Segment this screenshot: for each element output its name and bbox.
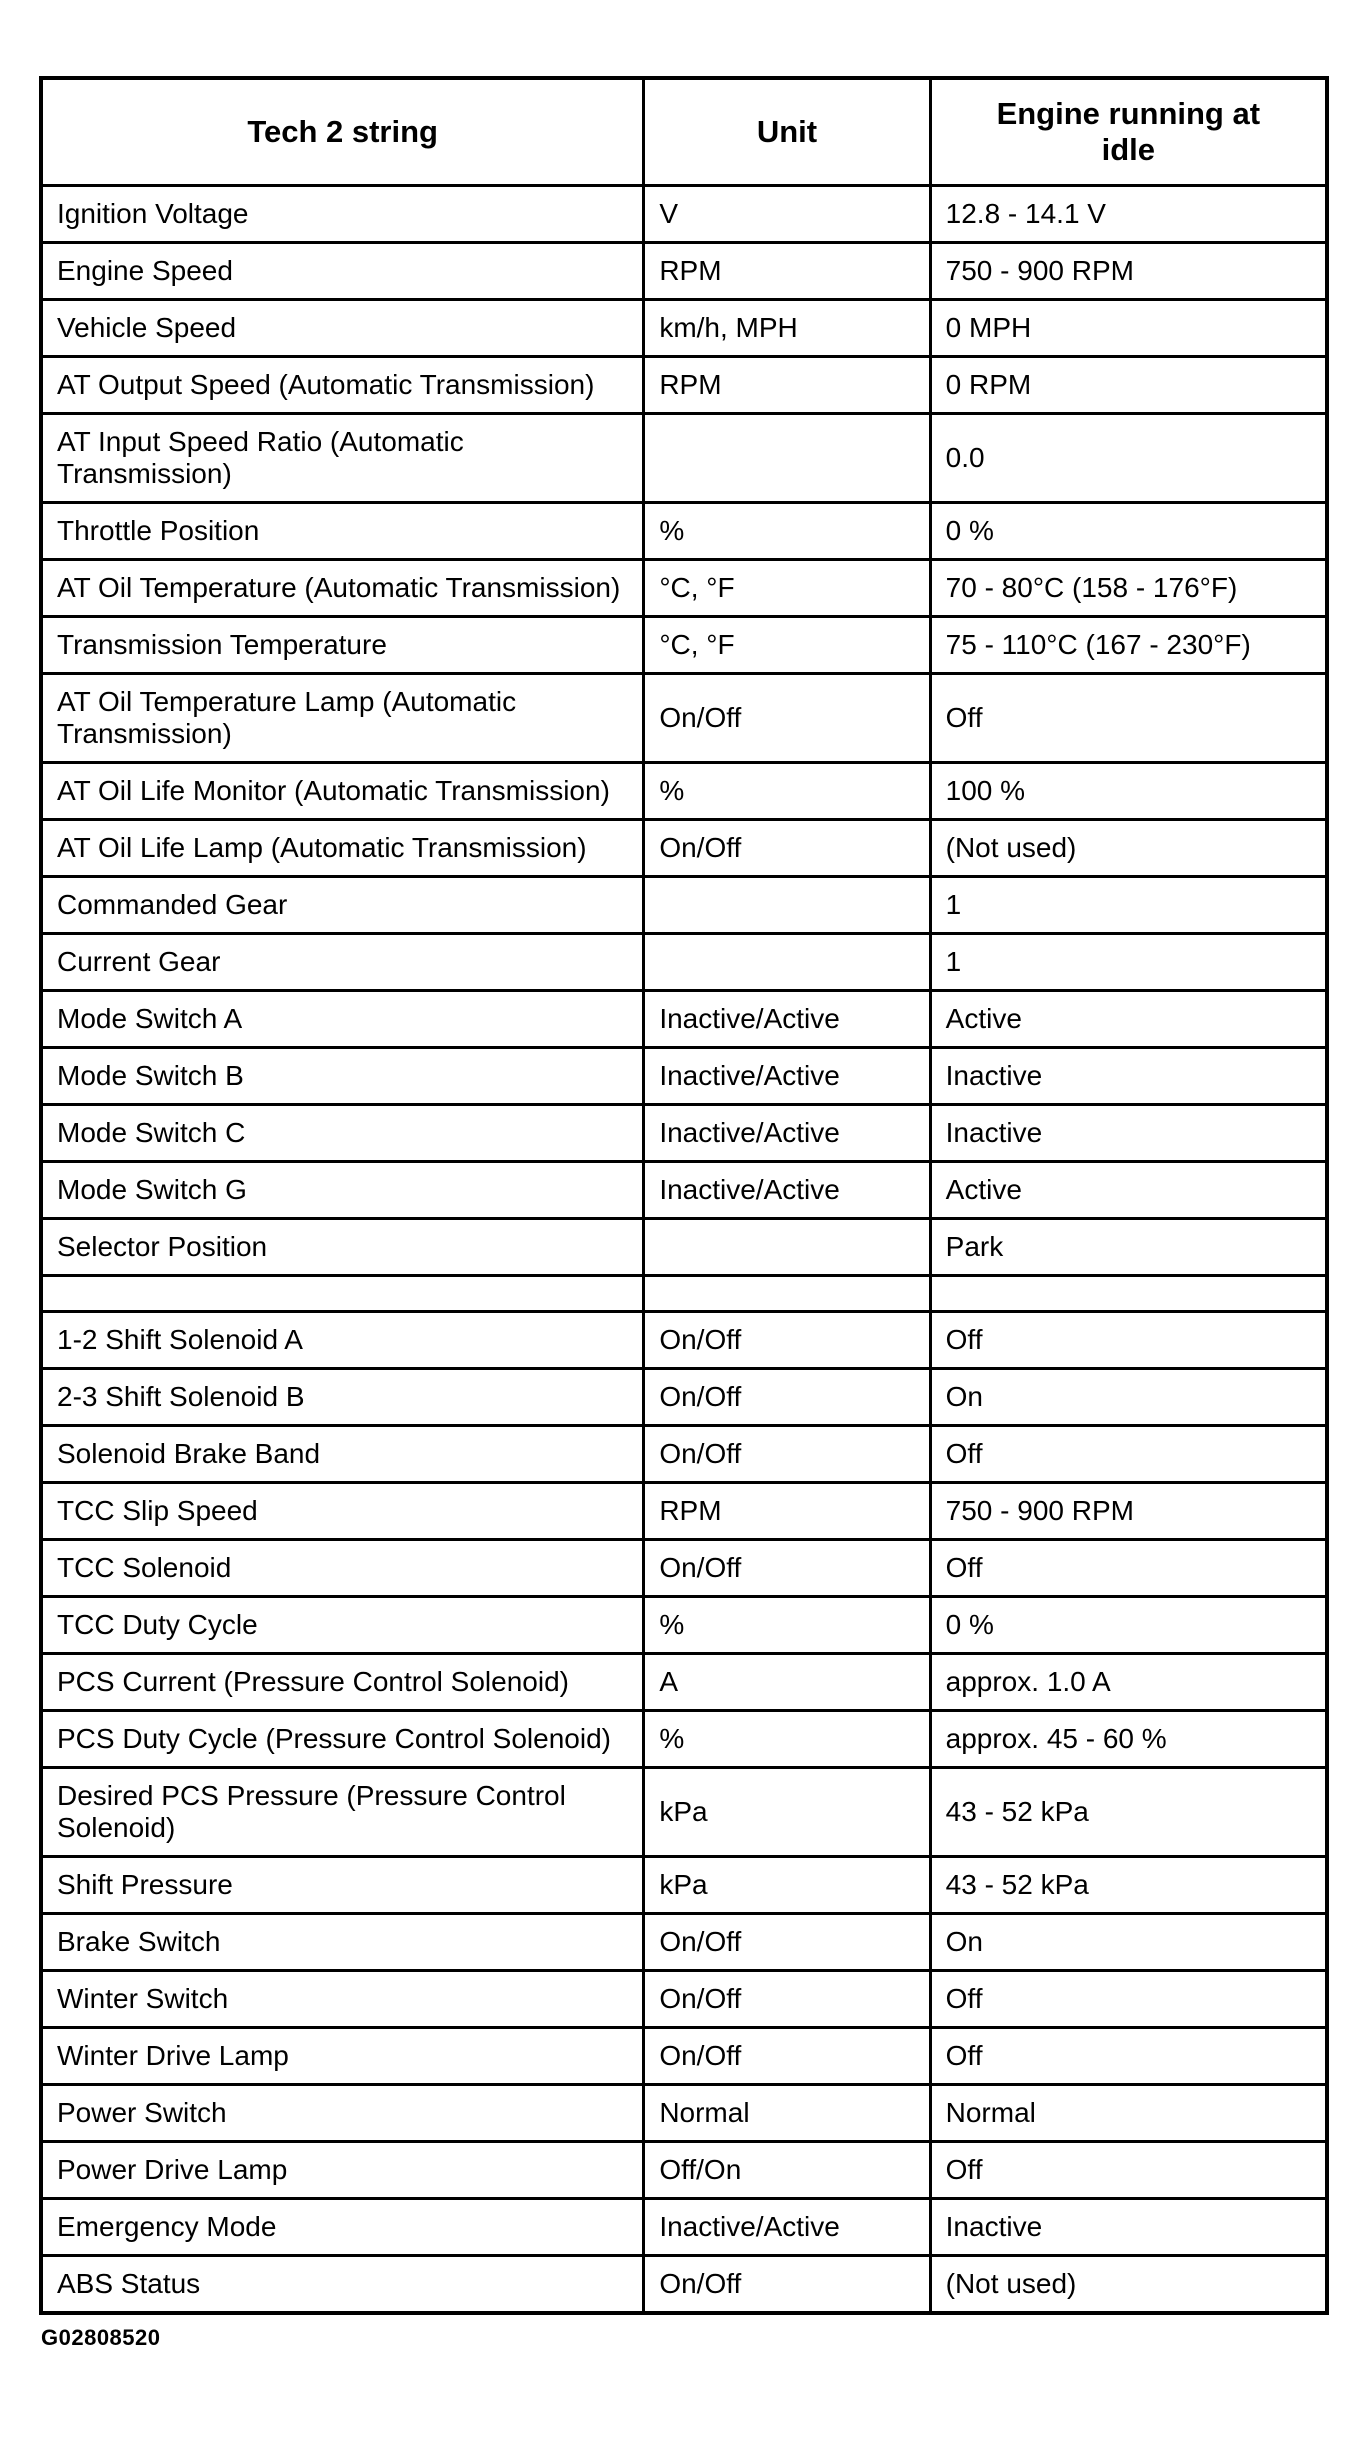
param-name-cell: ABS Status [41,2256,644,2314]
unit-cell: Normal [644,2085,930,2142]
value-cell: Inactive [930,1048,1327,1105]
table-row [41,414,1327,503]
table-row [41,2142,1327,2199]
unit-cell: Off/On [644,2142,930,2199]
unit-cell: Inactive/Active [644,1162,930,1219]
table-row [41,186,1327,243]
value-cell: 0 % [930,1597,1327,1654]
table-row [41,1768,1327,1857]
table-row [41,763,1327,820]
param-name-cell: Selector Position [41,1219,644,1276]
param-name-cell: Power Drive Lamp [41,2142,644,2199]
param-name-cell: Mode Switch G [41,1162,644,1219]
unit-cell [644,877,930,934]
value-cell: 1 [930,934,1327,991]
table-row [41,1369,1327,1426]
table-row [41,1162,1327,1219]
unit-cell: On/Off [644,1540,930,1597]
param-name-cell: AT Output Speed (Automatic Transmission) [41,357,644,414]
unit-cell: km/h, MPH [644,300,930,357]
table-row [41,2028,1327,2085]
table-row [41,991,1327,1048]
value-cell: Park [930,1219,1327,1276]
value-cell: 100 % [930,763,1327,820]
unit-cell: °C, °F [644,560,930,617]
unit-cell: RPM [644,1483,930,1540]
param-name-cell: AT Oil Life Monitor (Automatic Transmission) [41,763,644,820]
tech2-data-table [39,76,1329,2315]
table-row [41,1105,1327,1162]
param-name-cell: Current Gear [41,934,644,991]
table-row [41,1219,1327,1276]
value-cell: On [930,1369,1327,1426]
value-cell: 75 - 110°C (167 - 230°F) [930,617,1327,674]
table-row [41,503,1327,560]
unit-cell [644,414,930,503]
param-name-cell: Emergency Mode [41,2199,644,2256]
table-header-row [41,78,1327,186]
value-cell: 43 - 52 kPa [930,1857,1327,1914]
param-name-cell: Mode Switch A [41,991,644,1048]
param-name-cell: PCS Current (Pressure Control Solenoid) [41,1654,644,1711]
value-cell: Inactive [930,2199,1327,2256]
unit-cell: RPM [644,357,930,414]
unit-cell: % [644,763,930,820]
table-row [41,2199,1327,2256]
unit-cell: On/Off [644,2256,930,2314]
header-unit-label: Unit [756,114,818,149]
value-cell: Off [930,1540,1327,1597]
unit-cell: On/Off [644,2028,930,2085]
value-cell: 0.0 [930,414,1327,503]
value-cell: (Not used) [930,820,1327,877]
param-name-cell: Engine Speed [41,243,644,300]
param-name-cell: Throttle Position [41,503,644,560]
table-row [41,674,1327,763]
value-cell: 12.8 - 14.1 V [930,186,1327,243]
value-cell [930,1276,1327,1312]
value-cell: 0 % [930,503,1327,560]
header-engine-idle [930,78,1327,186]
table-row [41,357,1327,414]
unit-cell: On/Off [644,1369,930,1426]
value-cell: Active [930,1162,1327,1219]
unit-cell: Inactive/Active [644,2199,930,2256]
table-row [41,1540,1327,1597]
table-row [41,1426,1327,1483]
table-row [41,1914,1327,1971]
param-name-cell: AT Oil Temperature Lamp (Automatic Transmission) [41,674,644,763]
param-name-cell: AT Oil Life Lamp (Automatic Transmission) [41,820,644,877]
value-cell: Off [930,1971,1327,2028]
table-row [41,560,1327,617]
param-name-cell: Ignition Voltage [41,186,644,243]
param-name-cell: Vehicle Speed [41,300,644,357]
param-name-cell: Power Switch [41,2085,644,2142]
param-name-cell: PCS Duty Cycle (Pressure Control Solenoid) [41,1711,644,1768]
value-cell: Active [930,991,1327,1048]
param-name-cell: Mode Switch B [41,1048,644,1105]
value-cell: 1 [930,877,1327,934]
unit-cell [644,1276,930,1312]
param-name-cell: Shift Pressure [41,1857,644,1914]
param-name-cell: Brake Switch [41,1914,644,1971]
table-row [41,300,1327,357]
table-row [41,1654,1327,1711]
table-row [41,1971,1327,2028]
param-name-cell: Desired PCS Pressure (Pressure Control Solenoid) [41,1768,644,1857]
unit-cell: On/Off [644,674,930,763]
value-cell: Off [930,2142,1327,2199]
table-row [41,934,1327,991]
value-cell: 0 RPM [930,357,1327,414]
value-cell: Inactive [930,1105,1327,1162]
unit-cell: On/Off [644,1426,930,1483]
table-row [41,2256,1327,2314]
unit-cell: Inactive/Active [644,991,930,1048]
unit-cell [644,934,930,991]
value-cell: 43 - 52 kPa [930,1768,1327,1857]
param-name-cell: Solenoid Brake Band [41,1426,644,1483]
param-name-cell: TCC Slip Speed [41,1483,644,1540]
table-row [41,243,1327,300]
value-cell: Off [930,674,1327,763]
unit-cell: RPM [644,243,930,300]
unit-cell: % [644,503,930,560]
unit-cell: On/Off [644,820,930,877]
table-row [41,2085,1327,2142]
table-row [41,1483,1327,1540]
value-cell: 70 - 80°C (158 - 176°F) [930,560,1327,617]
value-cell: Normal [930,2085,1327,2142]
unit-cell: A [644,1654,930,1711]
param-name-cell: Mode Switch C [41,1105,644,1162]
value-cell: 750 - 900 RPM [930,1483,1327,1540]
unit-cell: Inactive/Active [644,1048,930,1105]
unit-cell: On/Off [644,1971,930,2028]
table-row [41,1597,1327,1654]
table-row [41,1312,1327,1369]
unit-cell: V [644,186,930,243]
table-body [41,186,1327,2314]
table-head [41,78,1327,186]
param-name-cell: Winter Switch [41,1971,644,2028]
value-cell: approx. 45 - 60 % [930,1711,1327,1768]
param-name-cell: TCC Solenoid [41,1540,644,1597]
header-engine-idle-label: Engine running at idle [996,96,1261,167]
value-cell: 0 MPH [930,300,1327,357]
value-cell: On [930,1914,1327,1971]
param-name-cell: Commanded Gear [41,877,644,934]
value-cell: (Not used) [930,2256,1327,2314]
param-name-cell: Transmission Temperature [41,617,644,674]
unit-cell: Inactive/Active [644,1105,930,1162]
param-name-cell: 1-2 Shift Solenoid A [41,1312,644,1369]
header-tech2-string-label: Tech 2 string [247,114,438,149]
param-name-cell [41,1276,644,1312]
table-row [41,1048,1327,1105]
value-cell: Off [930,1426,1327,1483]
value-cell: approx. 1.0 A [930,1654,1327,1711]
unit-cell: % [644,1597,930,1654]
param-name-cell: AT Input Speed Ratio (Automatic Transmission) [41,414,644,503]
table-row [41,1276,1327,1312]
value-cell: Off [930,2028,1327,2085]
param-name-cell: Winter Drive Lamp [41,2028,644,2085]
param-name-cell: AT Oil Temperature (Automatic Transmission) [41,560,644,617]
table-row [41,877,1327,934]
value-cell: Off [930,1312,1327,1369]
unit-cell: °C, °F [644,617,930,674]
param-name-cell: 2-3 Shift Solenoid B [41,1369,644,1426]
table-row [41,617,1327,674]
unit-cell [644,1219,930,1276]
figure-id: G02808520 [41,2325,161,2350]
header-tech2-string [41,78,644,186]
unit-cell: % [644,1711,930,1768]
unit-cell: kPa [644,1768,930,1857]
header-unit [644,78,930,186]
unit-cell: On/Off [644,1312,930,1369]
table-row [41,1711,1327,1768]
unit-cell: kPa [644,1857,930,1914]
table-row [41,1857,1327,1914]
value-cell: 750 - 900 RPM [930,243,1327,300]
param-name-cell: TCC Duty Cycle [41,1597,644,1654]
unit-cell: On/Off [644,1914,930,1971]
table-row [41,820,1327,877]
